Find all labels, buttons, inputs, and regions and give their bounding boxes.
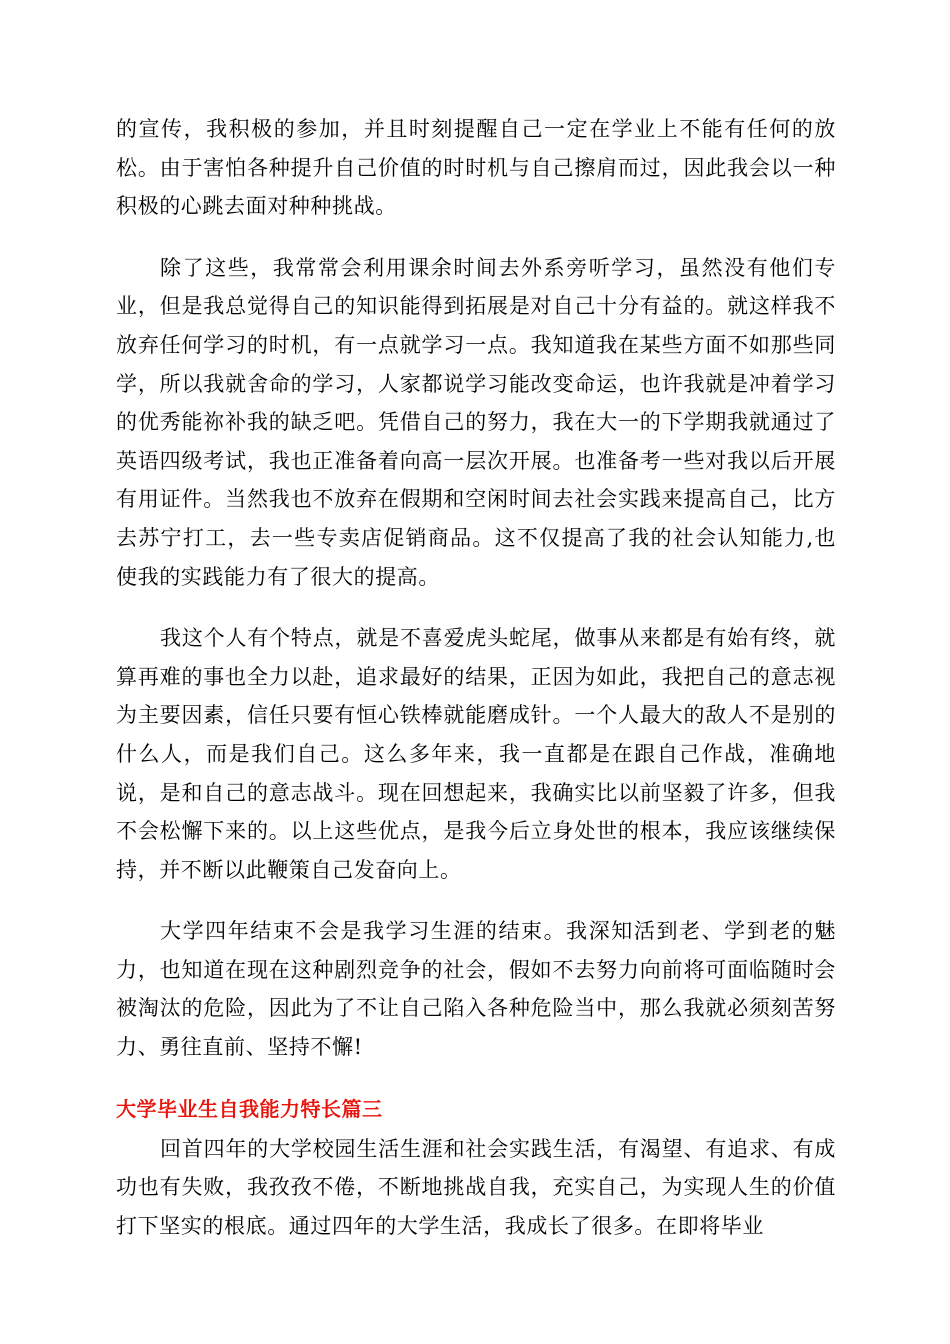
document-body xyxy=(116,110,836,1268)
paragraph-section-three-intro: 回首四年的大学校园生活生涯和社会实践生活，有渴望、有追求、有成功也有失败，我孜孜不倦，不断地挑战自我，充实自己，为实现人生的价值打下坚实的根底。通过四年的大学生活，我成长了很多。在即将毕业 xyxy=(116,1136,836,1238)
paragraph-lifelong-learning: 大学四年结束不会是我学习生涯的结束。我深知活到老、学到老的魅力，也知道在现在这种剧烈竞争的社会，假如不去努力向前将可面临随时会被淘汰的危险，因此为了不让自己陷入各种危险当中，那么我就必须刻苦努力、勇往直前、坚持不懈! xyxy=(116,919,836,1060)
paragraph-extracurricular-study: 除了这些，我常常会利用课余时间去外系旁听学习，虽然没有他们专业，但是我总觉得自己的知识能得到拓展是对自己十分有益的。就这样我不放弃任何学习的时机，有一点就学习一点。我知道我在某些方面不如那些同学，所以我就舍命的学习，人家都说学习能改变命运，也许我就是冲着学习的优秀能祢补我的缺乏吧。凭借自己的努力，我在大一的下学期我就通过了英语四级考试，我也正准备着向高一层次开展。也准备考一些对我以后开展有用证件。当然我也不放弃在假期和空闲时间去社会实践来提高自己，比方去苏宁打工，去一些专卖店促销商品。这不仅提高了我的社会认知能力,也使我的实践能力有了很大的提高。 xyxy=(116,255,836,589)
paragraph-continuation: 的宣传，我积极的参加，并且时刻提醒自己一定在学业上不能有任何的放松。由于害怕各种提升自己价值的时时机与自己擦肩而过，因此我会以一种积极的心跳去面对种种挑战。 xyxy=(116,117,836,219)
paragraph-personal-trait: 我这个人有个特点，就是不喜爱虎头蛇尾，做事从来都是有始有终，就算再难的事也全力以赴，追求最好的结果，正因为如此，我把自己的意志视为主要因素，信任只要有恒心铁棒就能磨成针。一个人最大的敌人不是别的什么人，而是我们自己。这么多年来，我一直都是在跟自己作战，准确地说，是和自己的意志战斗。现在回想起来，我确实比以前坚毅了许多，但我不会松懈下来的。以上这些优点，是我今后立身处世的根本，我应该继续保持，并不断以此鞭策自己发奋向上。 xyxy=(116,626,836,882)
section-heading: 大学毕业生自我能力特长篇三 xyxy=(116,1096,383,1121)
